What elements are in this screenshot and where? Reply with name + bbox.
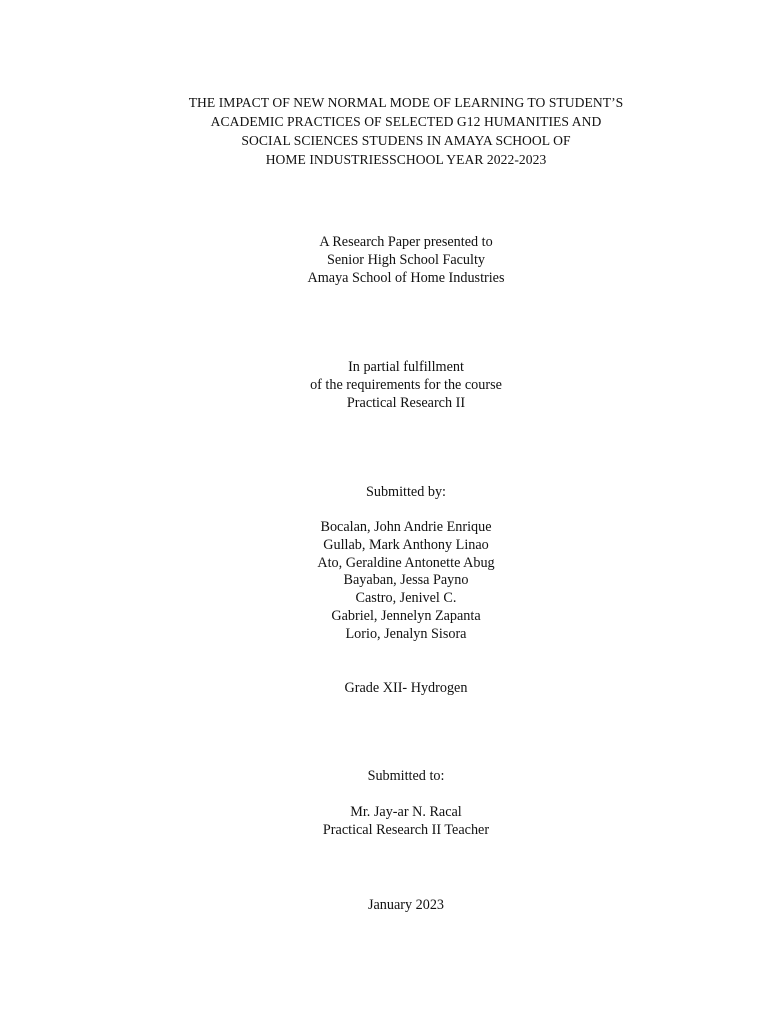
submitted-by-label: Submitted by:	[365, 484, 446, 500]
date-text: January 2023	[367, 897, 445, 913]
teacher-section	[0, 804, 768, 840]
grade-section	[0, 680, 768, 698]
faculty-line: Senior High School Faculty	[326, 251, 486, 268]
submission-date	[0, 897, 768, 915]
presented-line: A Research Paper presented to	[319, 234, 493, 250]
author-name: Bayaban, Jessa Payno	[343, 572, 469, 589]
requirements-line: of the requirements for the course	[310, 376, 502, 393]
authors-list	[0, 519, 768, 644]
teacher-role: Practical Research II Teacher	[322, 821, 490, 838]
school-line: Amaya School of Home Industries	[307, 269, 505, 286]
fulfillment-section	[0, 359, 768, 412]
teacher-name: Mr. Jay-ar N. Racal	[350, 804, 462, 820]
presented-to-section	[0, 234, 768, 287]
author-name: Lorio, Jenalyn Sisora	[345, 625, 467, 642]
author-name: Ato, Geraldine Antonette Abug	[317, 554, 495, 571]
submitted-to-heading	[0, 768, 768, 786]
author-name: Gullab, Mark Anthony Linao	[323, 536, 489, 553]
paper-title	[0, 93, 768, 169]
author-name: Gabriel, Jennelyn Zapanta	[331, 607, 481, 624]
grade-section-label: Grade XII- Hydrogen	[344, 680, 468, 696]
submitted-to-label: Submitted to:	[367, 768, 445, 784]
title-line: HOME INDUSTRIESSCHOOL YEAR 2022-2023	[265, 152, 547, 167]
author-name: Castro, Jenivel C.	[355, 590, 457, 607]
submitted-by-heading	[0, 484, 768, 502]
title-line: ACADEMIC PRACTICES OF SELECTED G12 HUMANITIES AND	[210, 114, 602, 129]
title-line: THE IMPACT OF NEW NORMAL MODE OF LEARNING TO STUDENT’S	[188, 95, 624, 110]
course-line: Practical Research II	[346, 394, 466, 411]
author-name: Bocalan, John Andrie Enrique	[320, 519, 492, 535]
title-line: SOCIAL SCIENCES STUDENS IN AMAYA SCHOOL OF	[241, 133, 571, 148]
fulfillment-line: In partial fulfillment	[348, 359, 464, 375]
